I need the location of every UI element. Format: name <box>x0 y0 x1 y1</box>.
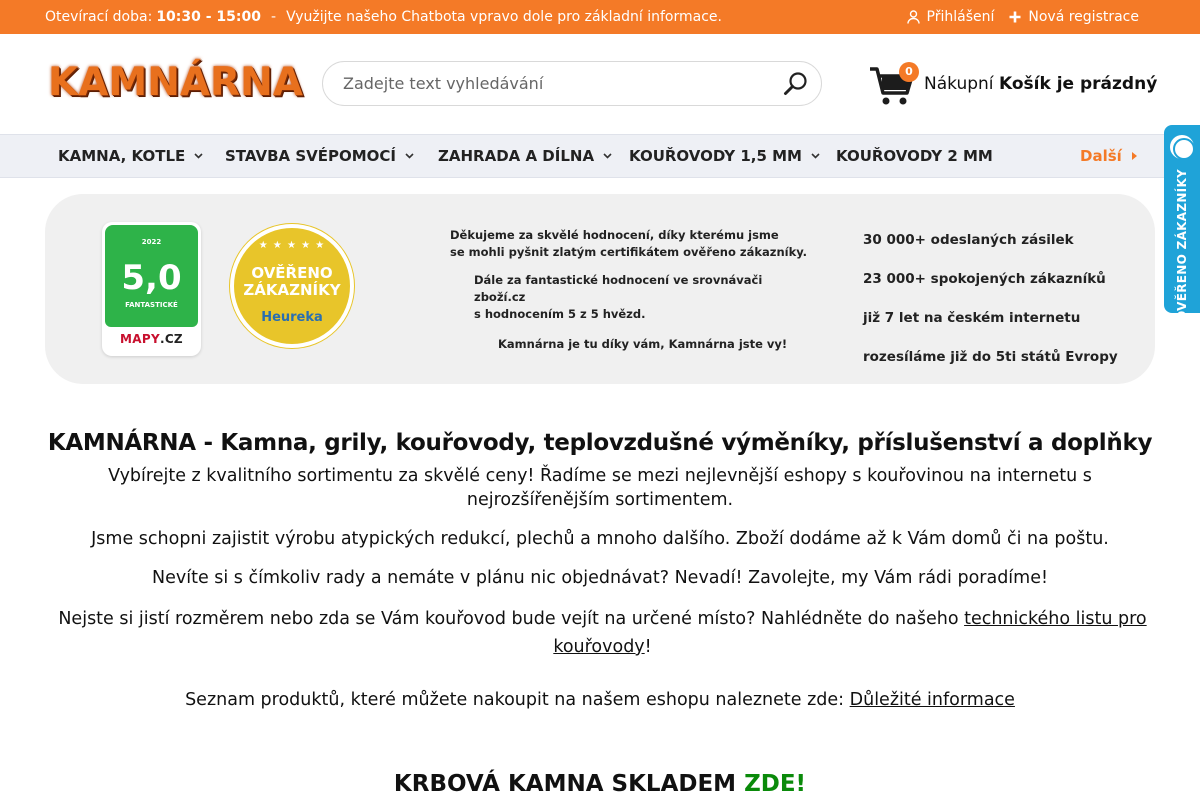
stars-icon: ★ ★ ★ ★ ★ <box>258 240 326 251</box>
heureka-line1: OVĚŘENO <box>251 264 333 282</box>
caret-right-icon <box>1131 151 1138 161</box>
cart-state: Košík je prázdný <box>999 74 1158 94</box>
verified-customers-tab[interactable] <box>1164 125 1200 322</box>
nav-item-kourovody-2mm[interactable] <box>836 135 993 177</box>
intro-paragraph-3: Nevíte si s čímkoliv rady a nemáte v plánu nic objednávat? Nevadí! Zavolejte, my Vám rádi poradíme! <box>152 568 1048 588</box>
mapy-brand <box>102 332 201 346</box>
verified-customers-label: OVĚŘENO ZÁKAZNÍKY <box>1175 168 1189 322</box>
award-score: 5,0 <box>121 258 182 298</box>
login-label: Přihlášení <box>926 9 995 25</box>
paragraph-4-text: Nejste si jistí rozměrem nebo zda se Vám kouřovod bude vejít na určené místo? Nahlédněte do našeho <box>58 609 965 629</box>
chevron-down-icon <box>194 153 203 159</box>
hours-value: 10:30 - 15:00 <box>156 9 261 25</box>
stoves-in-stock-heading <box>0 771 1200 797</box>
user-icon <box>907 10 920 24</box>
chevron-down-icon <box>603 153 612 159</box>
cart-count-badge: 0 <box>899 62 919 82</box>
opening-hours <box>45 0 722 34</box>
cart[interactable] <box>868 62 1158 108</box>
register-label: Nová registrace <box>1028 9 1139 25</box>
search-button[interactable] <box>783 71 809 97</box>
banner-message-line: s hodnocením 5 z 5 hvězd. <box>474 307 646 321</box>
mapy-brand-suffix: .CZ <box>159 332 183 346</box>
technical-sheet-link[interactable]: technického listu pro kouřovody <box>553 609 1147 657</box>
hours-label: Otevírací doba: <box>45 9 153 25</box>
nav-item-label: STAVBA SVÉPOMOCÍ <box>225 147 397 165</box>
nav-item-label: KOUŘOVODY 1,5 MM <box>629 147 802 165</box>
main-nav <box>0 134 1200 178</box>
heureka-verified-badge <box>230 224 354 348</box>
nav-item-kamna-kotle[interactable] <box>58 135 203 177</box>
banner-message <box>450 227 810 353</box>
header <box>0 34 1200 134</box>
nav-item-kourovody-1-5mm[interactable] <box>629 135 820 177</box>
page-title: KAMNÁRNA - Kamna, grily, kouřovody, teplovzdušné výměníky, příslušenství a doplňky <box>47 430 1153 456</box>
nav-item-zahrada-a-dilna[interactable] <box>438 135 612 177</box>
stoves-heading-text: KRBOVÁ KAMNA SKLADEM <box>393 771 745 797</box>
stat-item: 30 000+ odeslaných zásilek <box>863 232 1074 248</box>
trust-banner <box>45 194 1155 384</box>
stat-item: již 7 let na českém internetu <box>863 310 1081 326</box>
nav-item-label: KOUŘOVODY 2 MM <box>836 147 993 165</box>
nav-more-button[interactable] <box>1080 135 1138 177</box>
heureka-brand: Heureka <box>261 310 323 325</box>
intro-paragraph-4 <box>40 605 1165 661</box>
important-info-link[interactable]: Důležité informace <box>849 690 1015 710</box>
plus-icon <box>1009 11 1021 23</box>
logo[interactable]: KAMNÁRNA <box>48 60 303 105</box>
award-year: 2022 <box>141 238 162 246</box>
award-rating: FANTASTICKÉ <box>125 301 178 309</box>
nav-item-label: KAMNA, KOTLE <box>58 147 186 165</box>
top-bar <box>0 0 1200 34</box>
intro-paragraph-5 <box>45 688 1155 712</box>
stat-item: rozesíláme již do 5ti států Evropy <box>863 349 1118 365</box>
paragraph-5-text: Seznam produktů, které můžete nakoupit na našem eshopu naleznete zde: <box>185 690 850 710</box>
banner-message-line: Děkujeme za skvělé hodnocení, díky kterému jsme <box>450 228 779 242</box>
stoves-here-link[interactable]: ZDE! <box>744 771 807 797</box>
intro-paragraph-1: Vybírejte z kvalitního sortimentu za skvělé ceny! Řadíme se mezi nejlevnější eshopy s kouřovinou na internetu s nejrozšířenějším sortimentem. <box>108 466 1092 510</box>
register-link[interactable] <box>1009 9 1139 25</box>
mapy-cz-award <box>102 222 201 356</box>
stat-item: 23 000+ spokojených zákazníků <box>863 271 1106 287</box>
login-link[interactable] <box>907 9 995 25</box>
banner-message-line: Dále za fantastické hodnocení ve srovnávači zboží.cz <box>474 273 763 304</box>
banner-stats <box>863 221 1118 377</box>
verified-seal-icon <box>1170 135 1194 159</box>
chatbot-notice: Využijte našeho Chatbota vpravo dole pro základní informace. <box>286 9 722 25</box>
banner-message-line: se mohli pyšnit zlatým certifikátem ověřeno zákazníky. <box>450 245 808 259</box>
heureka-line2: ZÁKAZNÍKY <box>243 281 341 299</box>
mapy-brand-name: MAPY <box>120 332 160 346</box>
intro-paragraph-2: Jsme schopni zajistit výrobu atypických redukcí, plechů a mnoho dalšího. Zboží dodáme až k Vám domů či na poštu. <box>91 529 1109 549</box>
mapy-award-green-panel <box>105 225 198 327</box>
chevron-down-icon <box>811 153 820 159</box>
nav-item-stavba-svepomoci[interactable] <box>225 135 414 177</box>
spacer <box>45 676 1155 688</box>
intro-content <box>45 430 1155 727</box>
cart-label: Nákupní <box>924 74 994 94</box>
banner-message-line: Kamnárna je tu díky vám, Kamnárna jste vy! <box>498 337 788 351</box>
search-box <box>322 61 822 106</box>
separator: - <box>271 9 277 25</box>
nav-more-label: Další <box>1080 147 1122 165</box>
nav-item-label: ZAHRADA A DÍLNA <box>438 147 595 165</box>
search-icon <box>783 71 809 97</box>
chevron-down-icon <box>405 153 414 159</box>
paragraph-4-end: ! <box>644 637 652 657</box>
search-input[interactable] <box>343 62 763 105</box>
